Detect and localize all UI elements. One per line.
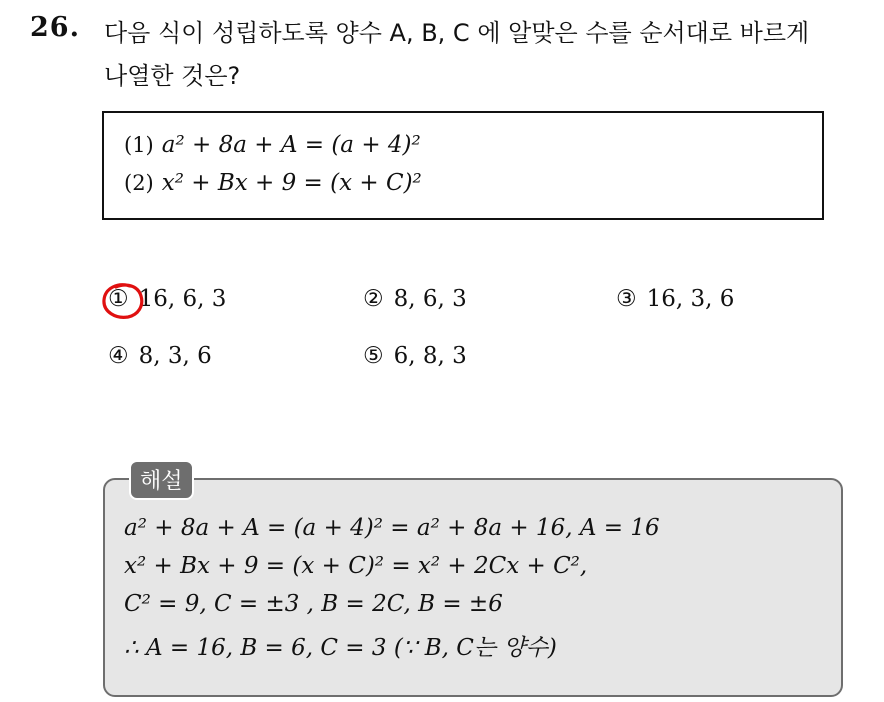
choice-5-mark: ⑤ bbox=[363, 343, 384, 369]
question-line-1: 다음 식이 성립하도록 양수 A, B, C 에 알맞은 수를 순서대로 바르게 bbox=[104, 19, 810, 47]
choice-2[interactable] bbox=[363, 286, 467, 312]
answer-circle-mark bbox=[100, 281, 148, 321]
choice-1-mark: ① bbox=[108, 286, 129, 312]
choice-1-text: 16, 6, 3 bbox=[138, 286, 227, 312]
choice-3-text: 16, 3, 6 bbox=[646, 286, 735, 312]
condition-1-tag: (1) bbox=[124, 133, 154, 157]
condition-2-tag: (2) bbox=[124, 171, 154, 195]
question-number: 26. bbox=[30, 12, 80, 43]
choice-2-mark: ② bbox=[363, 286, 384, 312]
solution-line-2: x² + Bx + 9 = (x + C)² = x² + 2Cx + C², bbox=[124, 553, 588, 579]
condition-1 bbox=[124, 132, 421, 158]
solution-line-3: C² = 9, C = ±3 , B = 2C, B = ±6 bbox=[124, 591, 503, 617]
choice-5[interactable] bbox=[363, 343, 467, 369]
condition-1-expr: a² + 8a + A = (a + 4)² bbox=[161, 132, 421, 158]
solution-line-1: a² + 8a + A = (a + 4)² = a² + 8a + 16, A = 16 bbox=[124, 515, 660, 541]
question-line-2: 나열한 것은? bbox=[104, 62, 241, 90]
choice-3-mark: ③ bbox=[616, 286, 637, 312]
solution-label: 해설 bbox=[129, 460, 194, 500]
choice-4-text: 8, 3, 6 bbox=[138, 343, 212, 369]
condition-2 bbox=[124, 170, 422, 196]
solution-line-4: ∴ A = 16, B = 6, C = 3 (∵ B, C는 양수) bbox=[124, 635, 557, 661]
condition-2-expr: x² + Bx + 9 = (x + C)² bbox=[161, 170, 422, 196]
choice-4[interactable] bbox=[108, 343, 212, 369]
choice-2-text: 8, 6, 3 bbox=[393, 286, 467, 312]
question-text bbox=[104, 12, 874, 98]
choice-5-text: 6, 8, 3 bbox=[393, 343, 467, 369]
solution-box bbox=[103, 478, 843, 697]
choice-4-mark: ④ bbox=[108, 343, 129, 369]
condition-box bbox=[102, 111, 824, 220]
choice-3[interactable] bbox=[616, 286, 734, 312]
